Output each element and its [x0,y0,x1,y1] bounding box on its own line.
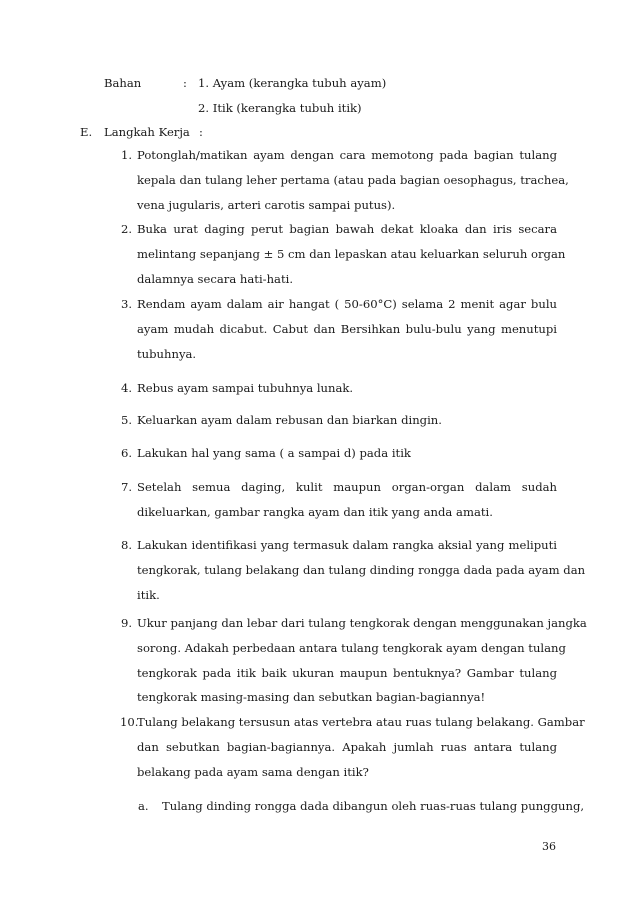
bahan-label: Bahan [104,76,142,90]
bahan-item-2: 2. Itik (kerangka tubuh itik) [198,101,362,115]
step-text-line: dan sebutkan bagian-bagiannya. Apakah jumlah ruas antara tulang [137,740,557,754]
section-letter: E. [80,125,93,139]
step-text-line: melintang sepanjang ± 5 cm dan lepaskan atau keluarkan seluruh organ [137,247,566,261]
step-text-line: Lakukan hal yang sama ( a sampai d) pada itik [137,446,411,460]
step-text-line: Ukur panjang dan lebar dari tulang tengkorak dengan menggunakan jangka [137,616,587,630]
step-text-line: Tulang belakang tersusun atas vertebra atau ruas tulang belakang. Gambar [137,715,585,729]
step-text-line: Lakukan identifikasi yang termasuk dalam rangka aksial yang meliputi [137,538,557,552]
bahan-item-1: 1. Ayam (kerangka tubuh ayam) [198,76,387,90]
step-number: 9. [121,616,133,630]
step-text-line: belakang pada ayam sama dengan itik? [137,765,369,779]
step-text-line: Buka urat daging perut bagian bawah dekat kloaka dan iris secara [137,222,557,236]
step-text-line: tengkorak masing-masing dan sebutkan bagian-bagiannya! [137,690,486,704]
step-text-line: kepala dan tulang leher pertama (atau pada bagian oesophagus, trachea, [137,173,569,187]
step-text-line: vena jugularis, arteri carotis sampai putus). [137,198,396,212]
sub-item-text: Tulang dinding rongga dada dibangun oleh ruas-ruas tulang punggung, [162,799,585,813]
step-text-line: ayam mudah dicabut. Cabut dan Bersihkan bulu-bulu yang menutupi [137,322,557,336]
step-text-line: Rebus ayam sampai tubuhnya lunak. [137,381,354,395]
step-number: 7. [121,480,133,494]
step-text-line: Setelah semua daging, kulit maupun organ-organ dalam sudah [137,480,557,494]
step-number: 1. [121,148,133,162]
step-number: 6. [121,446,133,460]
step-text-line: dalamnya secara hati-hati. [137,272,294,286]
page-number: 36 [542,840,556,853]
bahan-colon: : [183,76,187,90]
step-text-line: sorong. Adakah perbedaan antara tulang tengkorak ayam dengan tulang [137,641,566,655]
section-colon: : [199,125,203,139]
step-number: 10. [120,715,139,729]
step-number: 5. [121,413,133,427]
step-number: 3. [121,297,133,311]
step-text-line: Rendam ayam dalam air hangat ( 50-60°C) selama 2 menit agar bulu [137,297,557,311]
step-number: 2. [121,222,133,236]
step-number: 8. [121,538,133,552]
step-text-line: itik. [137,588,160,602]
sub-item-letter: a. [138,799,149,813]
step-text-line: tengkorak pada itik baik ukuran maupun bentuknya? Gambar tulang [137,666,557,680]
step-text-line: Potonglah/matikan ayam dengan cara memotong pada bagian tulang [137,148,557,162]
step-text-line: tubuhnya. [137,347,197,361]
step-text-line: Keluarkan ayam dalam rebusan dan biarkan dingin. [137,413,442,427]
step-text-line: tengkorak, tulang belakang dan tulang dinding rongga dada pada ayam dan [137,563,586,577]
step-text-line: dikeluarkan, gambar rangka ayam dan itik yang anda amati. [137,505,493,519]
step-number: 4. [121,381,133,395]
section-title: Langkah Kerja [104,125,190,139]
